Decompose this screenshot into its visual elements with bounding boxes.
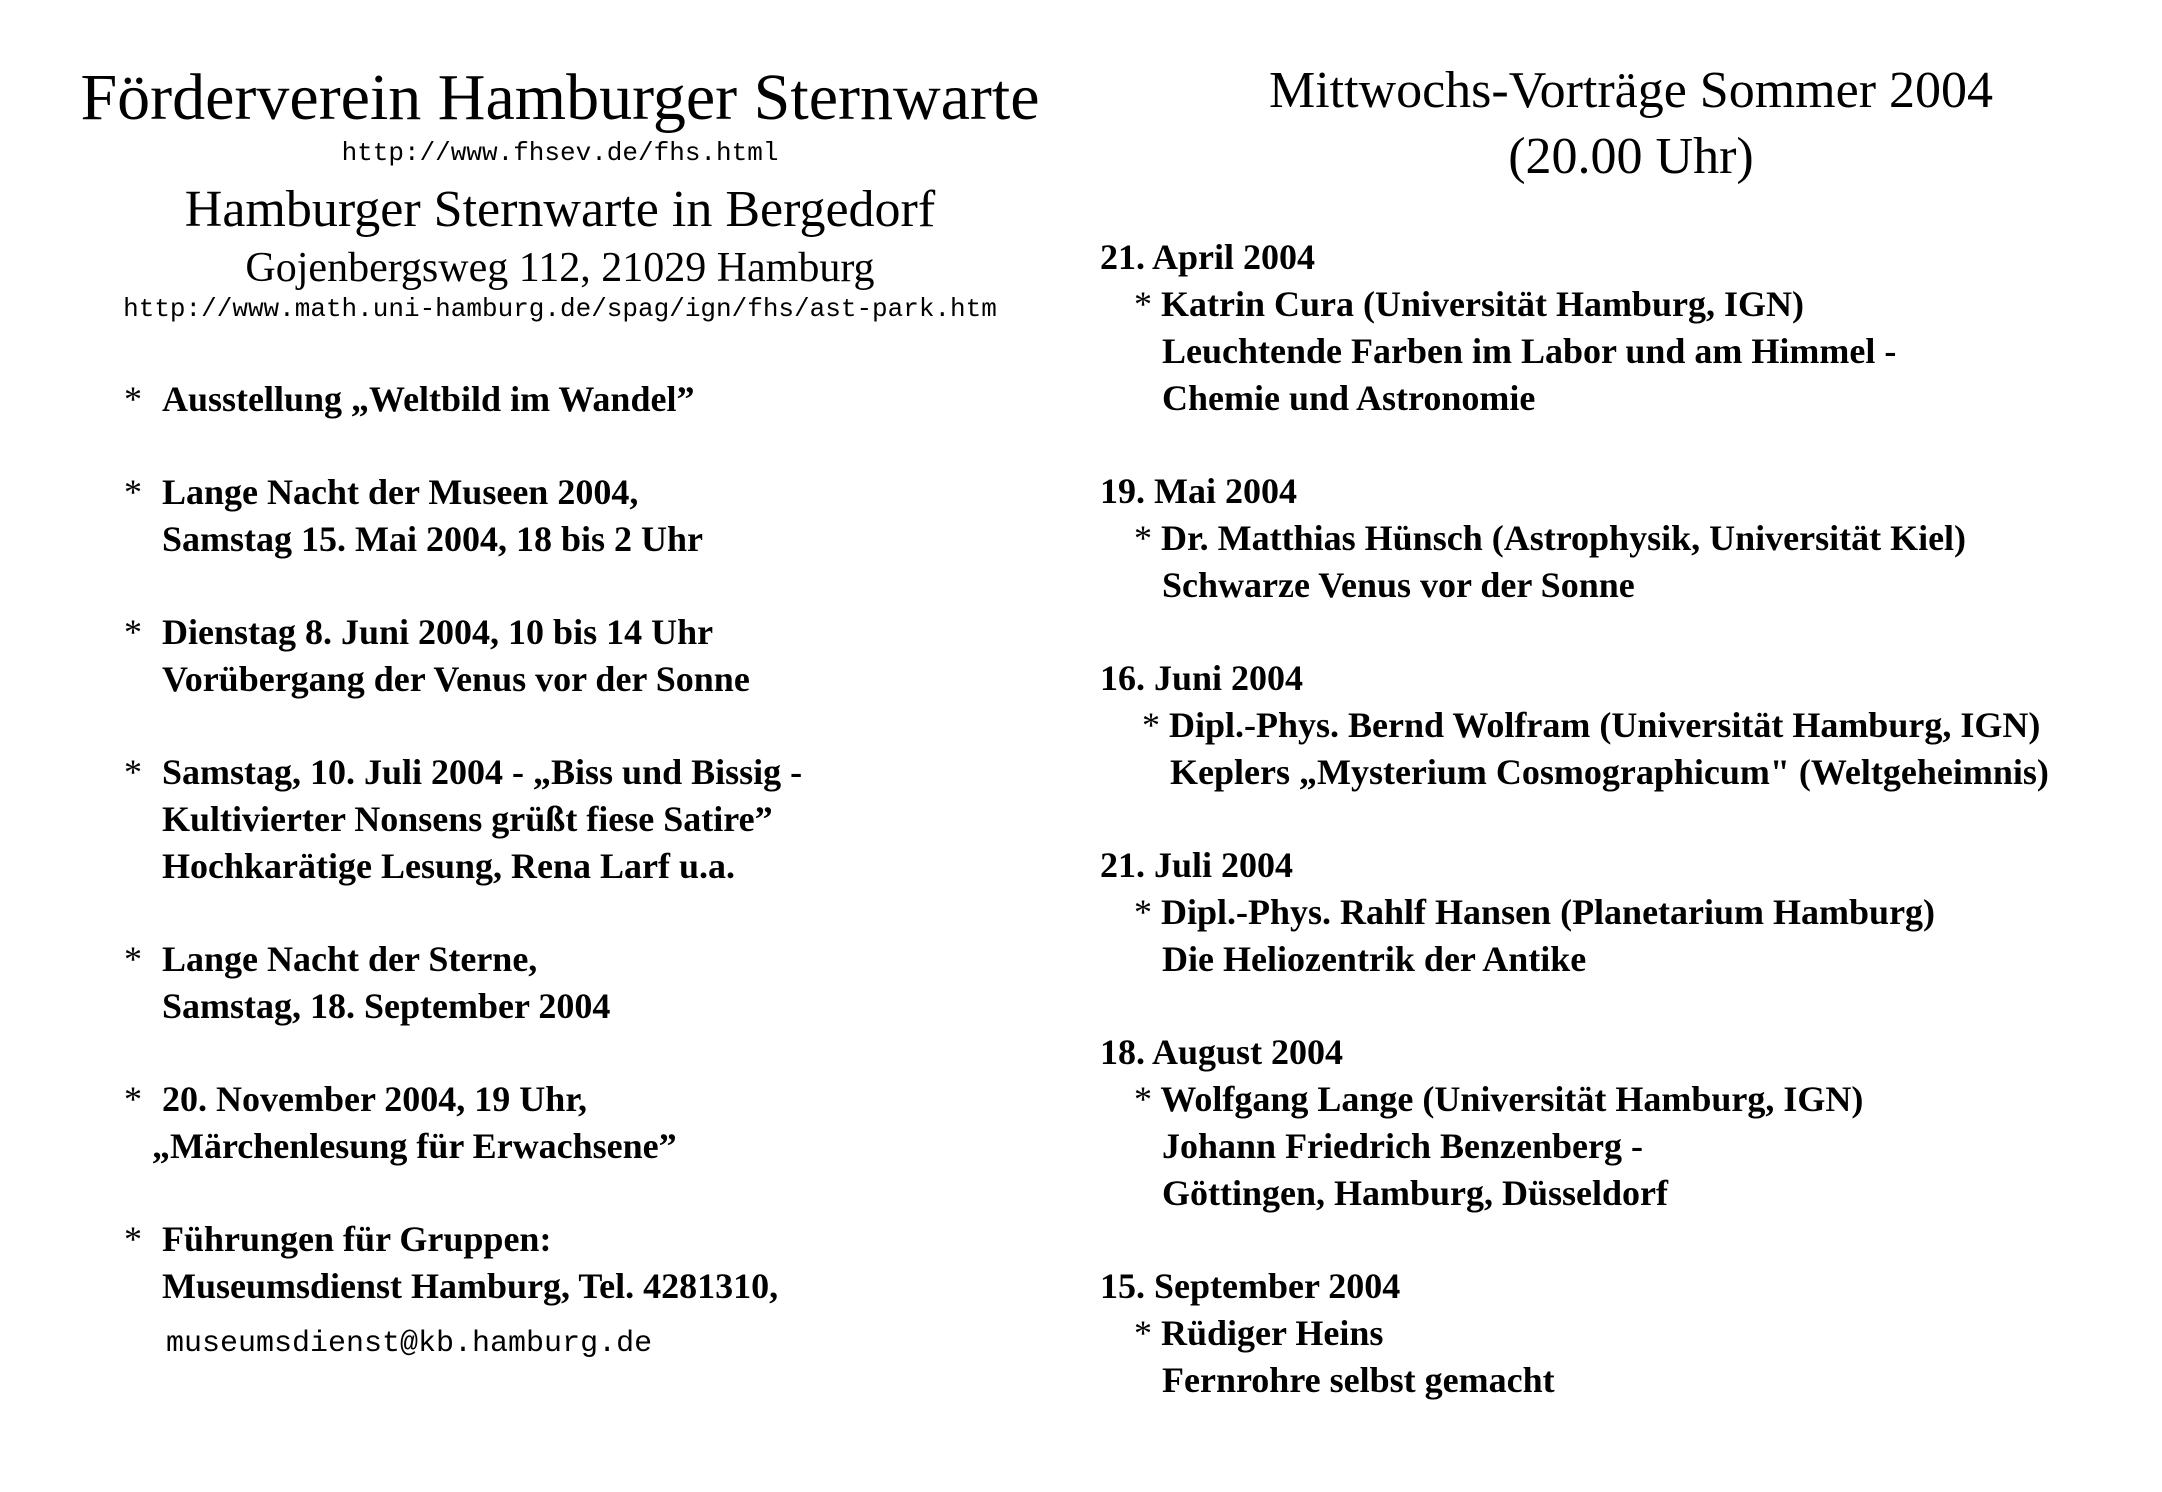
talks-list (1100, 234, 2162, 1404)
event-item-group-tours (124, 1216, 1080, 1364)
talk-topic: Leuchtende Farben im Labor und am Himmel - (1162, 331, 1897, 371)
talk-speaker-row (1100, 702, 2162, 749)
talk-speaker-row (1100, 889, 2162, 936)
event-line: Dienstag 8. Juni 2004, 10 bis 14 Uhr (162, 612, 714, 652)
talk-speaker: Wolfgang Lange (Universität Hamburg, IGN) (1160, 1079, 1864, 1119)
bullet-star: * (1134, 518, 1152, 558)
left-column (40, 58, 1080, 1410)
event-line: Lange Nacht der Museen 2004, (162, 472, 639, 512)
talk-date: 21. Juli 2004 (1100, 845, 1294, 885)
talk-topic: Die Heliozentrik der Antike (1162, 939, 1587, 979)
bullet-star: * (124, 1079, 142, 1119)
bullet-star: * (1134, 892, 1152, 932)
event-item-reading (124, 749, 1080, 890)
event-line: „Märchenlesung für Erwachsene” (152, 1126, 677, 1166)
talk-topic: Fernrohre selbst gemacht (1162, 1360, 1555, 1400)
org-title: Förderverein Hamburger Sternwarte (80, 61, 1040, 134)
event-item-venus-transit (124, 609, 1080, 703)
event-line: 20. November 2004, 19 Uhr, (162, 1079, 587, 1119)
event-line: Samstag, 10. Juli 2004 - „Biss und Bissig - (162, 752, 803, 792)
talk-topic: Chemie und Astronomie (1162, 378, 1536, 418)
bullet-star: * (124, 379, 142, 419)
talk-topic: Göttingen, Hamburg, Düsseldorf (1162, 1173, 1669, 1213)
header-block (40, 58, 1080, 324)
event-line: Samstag, 18. September 2004 (162, 986, 611, 1026)
talks-title (1100, 58, 2162, 190)
bullet-star: * (1134, 1313, 1152, 1353)
event-item-fairy-tale (124, 1076, 1080, 1170)
talk-speaker: Dr. Matthias Hünsch (Astrophysik, Universität Kiel) (1161, 518, 1967, 558)
event-line: Vorübergang der Venus vor der Sonne (162, 659, 750, 699)
talk-item (1100, 842, 2162, 983)
talk-speaker-row (1100, 1310, 2162, 1357)
talk-speaker: Katrin Cura (Universität Hamburg, IGN) (1161, 284, 1804, 324)
talk-speaker-row (1100, 515, 2162, 562)
bullet-star: * (124, 1219, 142, 1259)
talks-title-line1: Mittwochs-Vorträge Sommer 2004 (1268, 62, 1994, 119)
talk-item (1100, 1029, 2162, 1217)
talk-item (1100, 234, 2162, 422)
talk-topic: Keplers „Mysterium Cosmographicum" (Weltgeheimnis) (1170, 752, 2049, 792)
talk-speaker-row (1100, 1076, 2162, 1123)
bullet-star: * (124, 939, 142, 979)
talk-item (1100, 655, 2162, 796)
talk-date: 15. September 2004 (1100, 1266, 1401, 1306)
talk-topic: Schwarze Venus vor der Sonne (1162, 565, 1635, 605)
right-column (1100, 58, 2162, 1450)
talk-speaker: Dipl.-Phys. Rahlf Hansen (Planetarium Hamburg) (1161, 892, 1936, 932)
bullet-star: * (1134, 1079, 1152, 1119)
talk-date: 18. August 2004 (1100, 1032, 1344, 1072)
bullet-star: * (1134, 284, 1152, 324)
site-url[interactable]: http://www.math.uni-hamburg.de/spag/ign/fhs/ast-park.htm (123, 294, 997, 324)
talks-header (1100, 58, 2162, 190)
bullet-star: * (124, 612, 142, 652)
talk-date: 19. Mai 2004 (1100, 471, 1297, 511)
talks-title-line2: (20.00 Uhr) (1508, 128, 1754, 185)
org-url[interactable]: http://www.fhsev.de/fhs.html (341, 138, 779, 168)
talk-speaker: Rüdiger Heins (1161, 1313, 1384, 1353)
bullet-star: * (1142, 705, 1160, 745)
site-title: Hamburger Sternwarte in Bergedorf (184, 181, 936, 238)
event-item-exhibition (124, 376, 1080, 423)
event-line: Kultivierter Nonsens grüßt fiese Satire” (162, 799, 773, 839)
event-line: Ausstellung „Weltbild im Wandel” (162, 379, 695, 419)
event-line: Hochkarätige Lesung, Rena Larf u.a. (162, 846, 736, 886)
event-item-museum-night (124, 469, 1080, 563)
talk-item (1100, 1263, 2162, 1404)
address: Gojenbergsweg 112, 21029 Hamburg (245, 245, 875, 291)
bullet-star: * (124, 752, 142, 792)
talk-date: 21. April 2004 (1100, 237, 1316, 277)
events-list (40, 376, 1080, 1364)
talk-speaker: Dipl.-Phys. Bernd Wolfram (Universität Hamburg, IGN) (1169, 705, 2041, 745)
event-line: Museumsdienst Hamburg, Tel. 4281310, (162, 1266, 779, 1306)
contact-email[interactable]: museumsdienst@kb.hamburg.de (166, 1327, 653, 1361)
event-item-star-night (124, 936, 1080, 1030)
talk-item (1100, 468, 2162, 609)
talk-speaker-row (1100, 281, 2162, 328)
talk-topic: Johann Friedrich Benzenberg - (1162, 1126, 1643, 1166)
event-line: Führungen für Gruppen: (162, 1219, 552, 1259)
talk-date: 16. Juni 2004 (1100, 658, 1304, 698)
event-line: Samstag 15. Mai 2004, 18 bis 2 Uhr (162, 519, 704, 559)
event-line: Lange Nacht der Sterne, (162, 939, 538, 979)
bullet-star: * (124, 472, 142, 512)
